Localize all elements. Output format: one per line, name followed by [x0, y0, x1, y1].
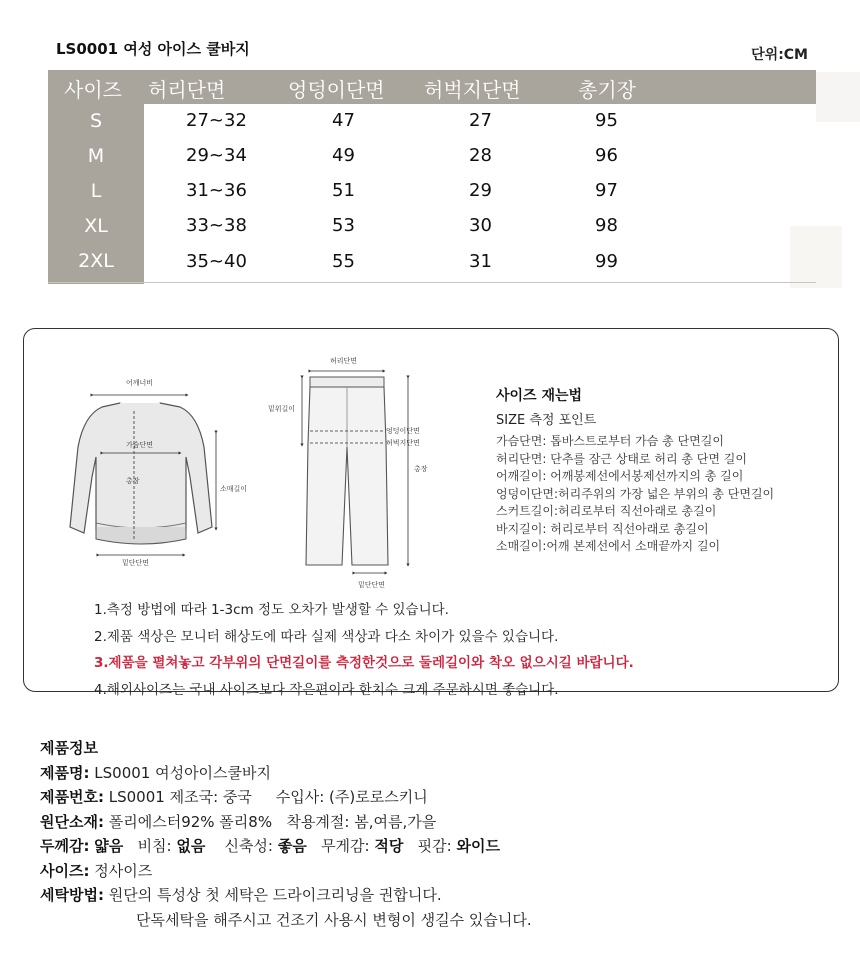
size-guide-box [23, 328, 839, 698]
info-label: 핏감: [417, 837, 452, 855]
info-label: 제품명: [40, 763, 90, 782]
size-label: L [90, 180, 102, 202]
guide-subtitle: SIZE 측정 포인트 [496, 413, 597, 428]
info-row-name [40, 761, 532, 786]
info-value: 정사이즈 [94, 861, 153, 880]
unit-label: 단위:CM [751, 47, 808, 63]
measure-points [496, 433, 774, 556]
info-value: 없음 [176, 837, 206, 855]
product-title: LS0001 여성 아이스 쿨바지 [56, 40, 250, 58]
list-item: 가슴단면: 톱바스트로부터 가슴 총 단면길이 [496, 434, 724, 448]
info-row-thickness [40, 834, 532, 859]
column-header-waist: 허리단면 [148, 78, 226, 102]
info-row-wash [40, 883, 532, 908]
info-label: 두께감: [40, 837, 90, 855]
table-cell: 47 [332, 110, 355, 131]
size-label: XL [84, 215, 108, 237]
table-cell: 98 [595, 215, 618, 236]
pants-hem-label: 밑단단면 [358, 581, 386, 589]
table-cell: 31 [469, 251, 492, 272]
info-label: 신축성: [224, 837, 273, 855]
info-value: 단독세탁을 해주시고 건조기 사용시 변형이 생길수 있습니다. [136, 910, 532, 929]
info-label: 비침: [137, 837, 172, 855]
info-value: 좋음 [277, 837, 307, 855]
info-value: LS0001 여성아이스쿨바지 [94, 763, 272, 782]
total-length-label: 총장 [126, 477, 140, 485]
list-item: 허리단면: 단추를 잠근 상태로 허리 총 단면 길이 [496, 451, 747, 466]
size-label: 2XL [78, 250, 114, 272]
info-value: 적당 [374, 837, 404, 855]
list-item: 어깨길이: 어깨봉제선에서봉제선까지의 총 길이 [496, 469, 744, 483]
note-item: 2.제품 색상은 모니터 해상도에 따라 실제 색상과 다소 차이가 있을수 있습니다. [94, 628, 559, 645]
info-row-fabric [40, 810, 532, 835]
pants-length-label: 총장 [414, 465, 428, 473]
table-cell: 33~38 [186, 215, 247, 236]
table-cell: 27~32 [186, 110, 247, 131]
table-cell: 35~40 [186, 251, 247, 272]
table-cell: 31~36 [186, 180, 247, 201]
size-label: M [87, 145, 105, 167]
info-label: 사이즈: [40, 861, 90, 880]
info-label: 원단소재: [40, 812, 104, 831]
info-value: 봄,여름,가을 [354, 812, 437, 831]
list-item: 바지길이: 허리로부터 직선아래로 총길이 [496, 521, 709, 536]
info-value: 폴리에스터92% 폴리8% [108, 812, 273, 831]
info-value: 원단의 특성상 첫 세탁은 드라이크리닝을 권합니다. [108, 886, 442, 904]
table-cell: 27 [469, 110, 492, 131]
info-label: 세탁방법: [40, 886, 104, 904]
info-value: 와이드 [456, 837, 500, 855]
guide-title: 사이즈 재는법 [496, 388, 583, 404]
size-table [48, 70, 816, 284]
hem-label: 밑단단면 [122, 559, 150, 567]
table-cell: 29~34 [186, 145, 247, 166]
table-cell: 95 [595, 110, 618, 131]
note-item: 4.해외사이즈는 국내 사이즈보다 작은편이라 한치수 크게 주문하시면 좋습니다. [94, 681, 559, 698]
table-cell: 97 [595, 180, 618, 201]
info-row-wash-2 [40, 908, 532, 933]
info-label: 제조국: [169, 788, 219, 806]
hip-label: 엉덩이단면 [386, 427, 420, 435]
info-label: 제품번호: [40, 788, 104, 806]
chest-label: 가슴단면 [126, 441, 154, 449]
info-row-size [40, 859, 532, 884]
sweatshirt-diagram [62, 377, 272, 567]
note-item-highlight: 3.제품을 펼쳐놓고 각부위의 단면길이를 측정한것으로 둘레길이와 착오 없으시길 바랍니다. [94, 655, 634, 671]
waist-label: 허리단면 [330, 357, 358, 365]
list-item: 스커트길이:허리로부터 직선아래로 총길이 [496, 504, 717, 518]
notes-list [94, 597, 634, 703]
column-header-size: 사이즈 [64, 78, 122, 102]
table-bottom-border [48, 282, 816, 283]
table-cell: 30 [469, 215, 492, 236]
column-header-length: 총기장 [578, 78, 636, 102]
table-cell: 96 [595, 145, 618, 166]
info-label: 수입사: [275, 788, 325, 806]
list-item: 소매길이:어깨 본제선에서 소매끝까지 길이 [496, 539, 721, 553]
note-item: 1.측정 방법에 따라 1-3cm 정도 오차가 발생할 수 있습니다. [94, 602, 449, 618]
size-column [48, 104, 144, 284]
table-cell: 49 [332, 145, 355, 166]
pants-diagram [262, 355, 462, 595]
info-label: 무게감: [321, 837, 370, 855]
table-cell: 51 [332, 180, 355, 201]
shoulder-label: 어깨너비 [126, 379, 154, 387]
thigh-label: 허벅지단면 [386, 439, 420, 447]
rise-label: 밑위길이 [268, 405, 296, 413]
table-cell: 55 [332, 251, 355, 272]
sleeve-label: 소매길이 [220, 485, 248, 493]
column-header-hip: 엉덩이단면 [288, 78, 385, 102]
table-header [48, 70, 816, 104]
info-value: 중국 [222, 788, 252, 806]
info-heading: 제품정보 [40, 739, 98, 757]
info-value: (주)로로스키니 [329, 788, 428, 806]
info-row-number [40, 785, 532, 810]
product-info [40, 736, 532, 932]
table-cell: 53 [332, 215, 355, 236]
info-value: LS0001 [108, 788, 165, 806]
size-label: S [89, 110, 103, 132]
info-label: 착용계절: [286, 812, 350, 831]
column-header-thigh: 허벅지단면 [424, 78, 521, 102]
table-cell: 29 [469, 180, 492, 201]
info-value: 얇음 [94, 837, 124, 855]
table-cell: 28 [469, 145, 492, 166]
list-item: 엉덩이단면:허리주위의 가장 넓은 부위의 총 단면길이 [496, 486, 775, 501]
table-cell: 99 [595, 251, 618, 272]
background-patch [816, 72, 860, 122]
